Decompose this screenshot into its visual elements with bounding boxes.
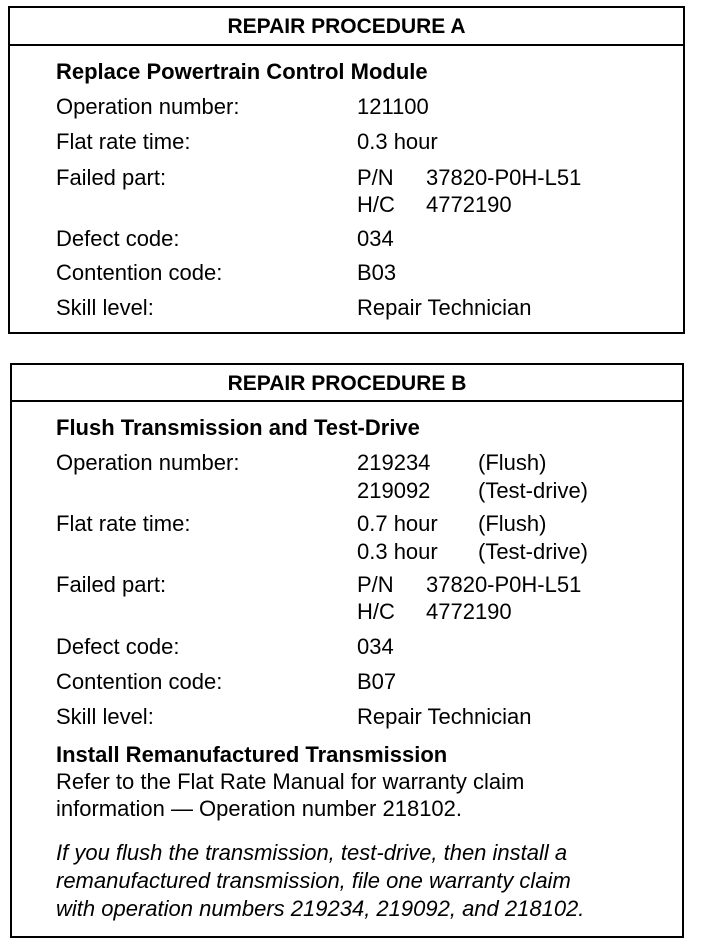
procedure-b-operation-number-label: Operation number: (56, 450, 240, 475)
procedure-b-hc-value: 4772190 (426, 599, 512, 624)
procedure-a-pn-label: P/N (357, 165, 394, 190)
procedure-a-flat-rate-time-label: Flat rate time: (56, 129, 191, 154)
procedure-b-pn-value: 37820-P0H-L51 (426, 572, 582, 597)
repair-procedure-a-box (8, 6, 685, 334)
warranty-note-line-1: If you flush the transmission, test-drive, then install a (56, 840, 568, 865)
procedure-a-contention-code-value: B03 (357, 260, 397, 285)
install-transmission-title: Install Remanufactured Transmission (56, 742, 448, 767)
procedure-a-hc-label: H/C (357, 192, 395, 217)
procedure-b-flat-rate-time-label: Flat rate time: (56, 511, 191, 536)
procedure-b-flat-rate-time-2: 0.3 hour (357, 539, 438, 564)
procedure-b-pn-label: P/N (357, 572, 394, 597)
install-instruction-line-2: information — Operation number 218102. (56, 796, 463, 821)
procedure-a-skill-level-label: Skill level: (56, 295, 154, 320)
procedure-a-defect-code-label: Defect code: (56, 226, 180, 251)
procedure-b-operation-number-2: 219092 (357, 478, 431, 503)
repair-procedure-b-box (10, 363, 684, 938)
procedure-b-contention-code-label: Contention code: (56, 669, 223, 694)
procedure-a-defect-code-value: 034 (357, 226, 394, 251)
procedure-b-operation-number-1: 219234 (357, 450, 431, 475)
procedure-b-hc-label: H/C (357, 599, 395, 624)
procedure-b-flat-rate-note-2: (Test-drive) (478, 539, 589, 564)
procedure-b-title: Flush Transmission and Test-Drive (56, 415, 420, 440)
procedure-b-skill-level-value: Repair Technician (357, 704, 532, 729)
procedure-a-flat-rate-time-value: 0.3 hour (357, 129, 438, 154)
procedure-b-failed-part-label: Failed part: (56, 572, 167, 597)
procedure-a-contention-code-label: Contention code: (56, 260, 223, 285)
procedure-b-defect-code-label: Defect code: (56, 634, 180, 659)
procedure-b-skill-level-label: Skill level: (56, 704, 154, 729)
procedure-a-header: REPAIR PROCEDURE A (10, 8, 683, 46)
procedure-a-operation-number-label: Operation number: (56, 94, 240, 119)
procedure-a-pn-value: 37820-P0H-L51 (426, 165, 582, 190)
procedure-b-operation-note-1: (Flush) (478, 450, 547, 475)
procedure-b-defect-code-value: 034 (357, 634, 394, 659)
procedure-a-hc-value: 4772190 (426, 192, 512, 217)
procedure-b-operation-note-2: (Test-drive) (478, 478, 589, 503)
procedure-a-title: Replace Powertrain Control Module (56, 59, 428, 84)
procedure-b-flat-rate-time-1: 0.7 hour (357, 511, 438, 536)
procedure-b-contention-code-value: B07 (357, 669, 397, 694)
procedure-a-failed-part-label: Failed part: (56, 165, 167, 190)
warranty-note-line-3: with operation numbers 219234, 219092, and 218102. (56, 896, 585, 921)
procedure-b-header: REPAIR PROCEDURE B (12, 365, 682, 402)
install-instruction-line-1: Refer to the Flat Rate Manual for warranty claim (56, 769, 525, 794)
procedure-a-operation-number-value: 121100 (357, 94, 429, 119)
procedure-a-skill-level-value: Repair Technician (357, 295, 532, 320)
procedure-b-flat-rate-note-1: (Flush) (478, 511, 547, 536)
warranty-note-line-2: remanufactured transmission, file one warranty claim (56, 868, 571, 893)
